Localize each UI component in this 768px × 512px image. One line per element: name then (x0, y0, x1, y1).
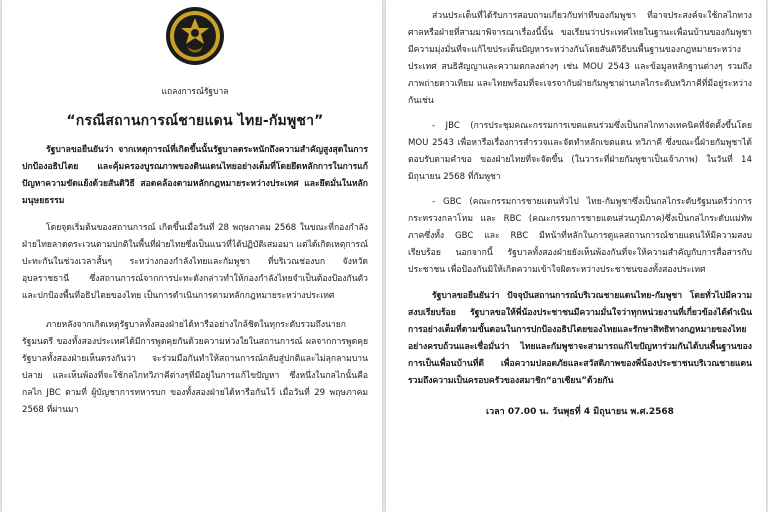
paragraph-1: รัฐบาลขอยืนยันว่า จากเหตุการณ์ที่เกิดขึ้นนั้นรัฐบาลตระหนักถึงความสำคัญสูงสุดในการปกป้องอธิปไตย และคุ้มครองบูรณภาพของดินแดนไทยอย่างเต็มที่โดยยึดหลักการในการแก้ปัญหาความขัดแย้งด้วยสันติวิธี สอดคล้องตามหลักกฎหมายระหว่างประเทศ และยึดมั่นในหลักมนุษยธรรม (22, 145, 368, 206)
issuer-heading: แถลงการณ์รัฐบาล (161, 87, 229, 97)
paragraph-4: ส่วนประเด็นที่ได้รับการสอบถามเกี่ยวกับท่าทีของกัมพูชา ที่อาจประสงค์จะใช้กลไกทางศาลหรือฝ่ายที่สามมาพิจารณาเรื่องนี้นั้น ขอเรียนว่าประเทศไทยในฐานะเพื่อนบ้านของกัมพูชามีความมุ่งมั่นที่จะแก้ไขประเด็นปัญหาระหว่างกันโดยสันติวิธีบนพื้นฐานของกฎหมายระหว่างประเทศ สนธิสัญญาและความตกลงต่างๆ เช่น MOU 2543 และข้อมูลหลักฐานต่างๆ รวมถึงภาพถ่ายดาวเทียม และไทยพร้อมที่จะเจรจากับฝ่ายกัมพูชาผ่านกลไกระดับทวิภาคีที่มีอยู่ระหว่างกันเช่น (408, 11, 752, 106)
government-seal-icon (165, 6, 225, 66)
paragraph-gbc-rbc: - GBC (คณะกรรมการชายแดนทั่วไป ไทย-กัมพูชาซึ่งเป็นกลไกระดับรัฐมนตรีว่าการกระทรวงกลาโหม และ RBC (คณะกรรมการชายแดนส่วนภูมิภาค)ซึ่งเป็นกลไกระดับแม่ทัพภาคซึ่งทั้ง GBC และ RBC มีหน้าที่หลักในการดูแลสถานการณ์ชายแดนให้มีความสงบเรียบร้อย นอกจากนี้ รัฐบาลทั้งสองฝ่ายยังเห็นพ้องกันที่จะให้ความสำคัญกับการสื่อสารกับประชาชน เพื่อป้องกันมิให้เกิดความเข้าใจผิดระหว่างประชาชนของทั้งสองประเทศ (408, 197, 752, 275)
dateline: เวลา 07.00 น. วันพุธที่ 4 มิถุนายน พ.ศ.2568 (486, 407, 674, 417)
paragraph-conclusion: รัฐบาลขอยืนยันว่า ปัจจุบันสถานการณ์บริเวณชายแดนไทย-กัมพูชา โดยทั่วไปมีความสงบเรียบร้อย รัฐบาลขอให้พี่น้องประชาชนมีความมั่นใจว่าทุกหน่วยงานที่เกี่ยวข้องได้ดำเนินการอย่างเต็มที่ตามขั้นตอนในการปกป้องอธิปไตยของไทยและรักษาสิทธิทางกฎหมายของไทยอย่างครบถ้วนและเชื่อมั่นว่า ไทยและกัมพูชาจะสามารถแก้ไขปัญหาร่วมกันได้บนพื้นฐานของการเป็นเพื่อนบ้านที่ดี เพื่อความปลอดภัยและสวัสดิภาพของพี่น้องประชาชนบริเวณชายแดนรวมถึงความเป็นครอบครัวของสมาชิก“อาเซียน”ด้วยกัน (408, 291, 752, 386)
statement-title: “กรณีสถานการณ์ชายแดน ไทย-กัมพูชา” (66, 113, 324, 129)
paragraph-2: โดยจุดเริ่มต้นของสถานการณ์ เกิดขึ้นเมื่อวันที่ 28 พฤษภาคม 2568 ในขณะที่กองกำลังฝ่ายไทยลาดตระเวนตามปกติในพื้นที่ฝ่ายไทยซึ่งเป็นแนวที่ได้ปฏิบัติเสมอมา แต่ได้เกิดเหตุการณ์ปะทะกันในช่วงเวลาสั้นๆ ระหว่างกองกำลังไทยและกัมพูชา ที่บริเวณช่องบก จังหวัดอุบลราชธานี ซึ่งสถานการณ์จากการปะทะดังกล่าวทำให้กองกำลังไทยจำเป็นต้องป้องกันตัว และปกป้องพื้นที่อธิปไตยของไทย เป็นการดำเนินการตามหลักกฎหมายระหว่างประเทศ (22, 223, 368, 301)
paragraph-jbc: - JBC (การประชุมคณะกรรมการเขตแดนร่วมซึ่งเป็นกลไกทางเทคนิคที่จัดตั้งขึ้นโดย MOU 2543 เพื่อหารือเรื่องการสำรวจและจัดทำหลักเขตแดน ทวิภาคี ซึ่งขณะนี้ฝ่ายกัมพูชาได้ตอบรับตามคำขอ ของฝ่ายไทยที่จะจัดขึ้น (ในวาระที่ฝ่ายกัมพูชาเป็นเจ้าภาพ) ในวันที่ 14 มิถุนายน 2568 ที่กัมพูชา (408, 121, 752, 182)
document-page-1 (2, 0, 382, 512)
document-page-2 (386, 0, 766, 512)
paragraph-3: ภายหลังจากเกิดเหตุรัฐบาลทั้งสองฝ่ายได้หารืออย่างใกล้ชิดในทุกระดับรวมถึงนายกรัฐมนตรี ของทั้งสองประเทศได้มีการพูดคุยกันด้วยความห่วงใยในสถานการณ์ ผลจากการพูดคุยรัฐบาลทั้งสองฝ่ายเห็นตรงกันว่า จะร่วมมือกันทำให้สถานการณ์กลับสู่ปกติและไม่ลุกลามบานปลาย และเห็นพ้องที่จะใช้กลไกทวิภาคีต่างๆที่มีอยู่ในการแก้ไขปัญหา ซึ่งหนึ่งในกลไกนั้นคือกลไก JBC ตามที่ ผู้บัญชาการทหารบก ของทั้งสองฝ่ายได้หารือกันไว้ เมื่อวันที่ 29 พฤษภาคม 2568 ที่ผ่านมา (22, 320, 368, 415)
